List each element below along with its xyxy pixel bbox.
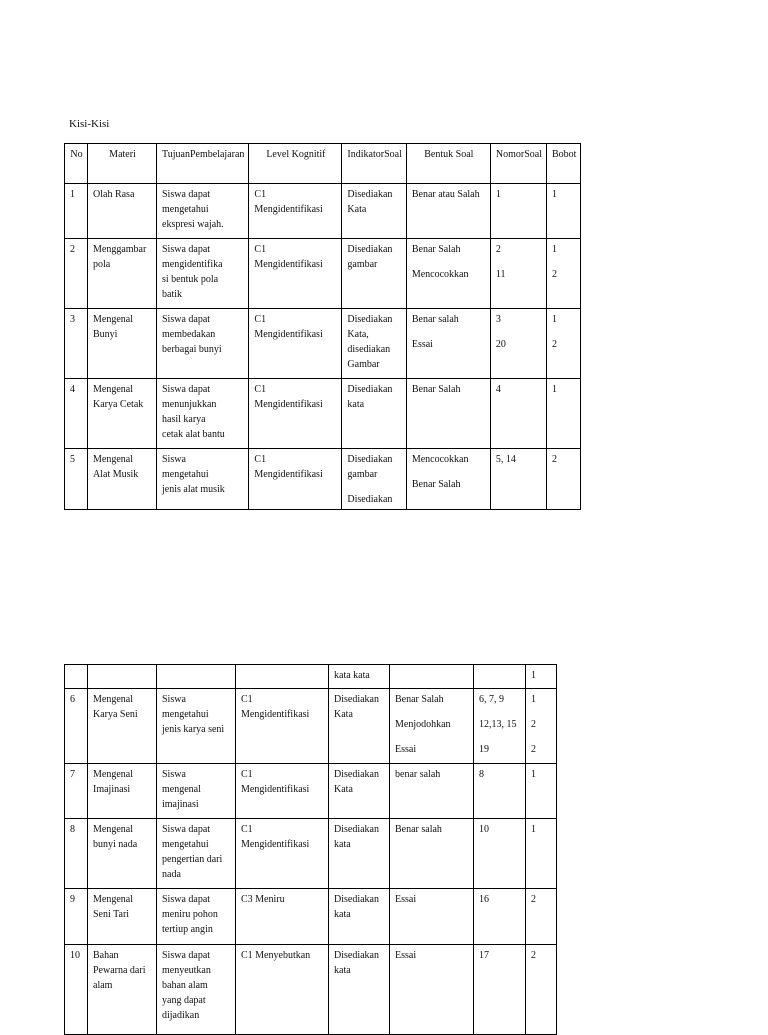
cell-no: [65, 665, 88, 689]
cell-indikator: Disediakan kata: [329, 889, 390, 945]
cell-level: C1 Mengidentifikasi: [249, 379, 342, 449]
cell-level: C1 Mengidentifikasi: [236, 764, 329, 819]
cell-indikator: Disediakan kata: [329, 819, 390, 889]
cell-no: 5: [65, 449, 88, 510]
cell-level: [236, 665, 329, 689]
table-row: [65, 665, 557, 689]
header-tujuan: TujuanPembelajaran: [157, 144, 249, 184]
cell-tujuan: Siswa mengenal imajinasi: [157, 764, 236, 819]
cell-bobot: 1: [526, 764, 557, 819]
cell-bobot: 1: [526, 819, 557, 889]
table-row: [65, 379, 581, 449]
table-row: [65, 889, 557, 945]
cell-no: 3: [65, 309, 88, 379]
cell-indikator: Disediakan Kata: [329, 689, 390, 764]
cell-indikator: Disediakan gambar: [342, 239, 406, 309]
cell-nomor: 6, 7, 9 12,13, 15 19: [474, 689, 526, 764]
cell-indikator: Disediakan Kata: [329, 764, 390, 819]
cell-tujuan: [157, 665, 236, 689]
cell-nomor: 1: [490, 184, 546, 239]
cell-bobot: 1 2: [546, 309, 580, 379]
cell-tujuan: Siswa dapat menyeutkan bahan alam yang dapat dijadikan: [157, 945, 236, 1035]
cell-level: C1 Mengidentifikasi: [236, 689, 329, 764]
cell-nomor: 8: [474, 764, 526, 819]
table-row: [65, 239, 581, 309]
cell-level: C1 Menyebutkan: [236, 945, 329, 1035]
cell-bobot: 2: [546, 449, 580, 510]
cell-tujuan: Siswa mengetahui jenis karya seni: [157, 689, 236, 764]
cell-materi: Mengenal Seni Tari: [88, 889, 157, 945]
cell-indikator: kata kata: [329, 665, 390, 689]
cell-bobot: 1 2: [546, 239, 580, 309]
cell-bentuk: Benar atau Salah: [406, 184, 490, 239]
cell-level: C1 Mengidentifikasi: [236, 819, 329, 889]
cell-bobot: 2: [526, 945, 557, 1035]
cell-bentuk: [390, 665, 474, 689]
table-row: [65, 449, 581, 510]
cell-level: C1 Mengidentifikasi: [249, 239, 342, 309]
cell-tujuan: Siswa dapat meniru pohon tertiup angin: [157, 889, 236, 945]
cell-no: 2: [65, 239, 88, 309]
cell-indikator: Disediakan kata: [342, 379, 406, 449]
table-row: [65, 309, 581, 379]
cell-bobot: 1: [526, 665, 557, 689]
header-materi: Materi: [88, 144, 157, 184]
cell-bentuk: Mencocokkan Benar Salah: [406, 449, 490, 510]
cell-no: 10: [65, 945, 88, 1035]
cell-no: 7: [65, 764, 88, 819]
cell-bentuk: Benar Salah: [406, 379, 490, 449]
cell-no: 1: [65, 184, 88, 239]
table-row: [65, 764, 557, 819]
header-bobot: Bobot: [546, 144, 580, 184]
cell-materi: Bahan Pewarna dari alam: [88, 945, 157, 1035]
cell-bentuk: Benar Salah Menjodohkan Essai: [390, 689, 474, 764]
cell-indikator: Disediakan Kata, disediakan Gambar: [342, 309, 406, 379]
cell-tujuan: Siswa dapat mengetahui pengertian dari nada: [157, 819, 236, 889]
cell-bentuk: Benar salah Essai: [406, 309, 490, 379]
cell-bentuk: benar salah: [390, 764, 474, 819]
cell-materi: Mengenal bunyi nada: [88, 819, 157, 889]
table-row: [65, 819, 557, 889]
cell-bobot: 1: [546, 184, 580, 239]
cell-indikator: Disediakan kata: [329, 945, 390, 1035]
cell-bentuk: Benar Salah Mencocokkan: [406, 239, 490, 309]
cell-level: C3 Meniru: [236, 889, 329, 945]
table-header-row: [65, 144, 581, 184]
header-nomor: NomorSoal: [490, 144, 546, 184]
cell-indikator: Disediakan Kata: [342, 184, 406, 239]
cell-nomor: [474, 665, 526, 689]
cell-bobot: 2: [526, 889, 557, 945]
cell-nomor: 10: [474, 819, 526, 889]
cell-no: 9: [65, 889, 88, 945]
cell-nomor: 2 11: [490, 239, 546, 309]
table-row: [65, 184, 581, 239]
cell-tujuan: Siswa mengetahui jenis alat musik: [157, 449, 249, 510]
cell-materi: Mengenal Karya Cetak: [88, 379, 157, 449]
document-title: Kisi-Kisi: [69, 118, 110, 130]
kisi-kisi-table-page-2: [64, 664, 557, 1035]
header-no: No: [65, 144, 88, 184]
cell-no: 4: [65, 379, 88, 449]
cell-nomor: 16: [474, 889, 526, 945]
cell-tujuan: Siswa dapat menunjukkan hasil karya cetak alat bantu: [157, 379, 249, 449]
cell-no: 8: [65, 819, 88, 889]
cell-indikator: Disediakan gambar Disediakan: [342, 449, 406, 510]
cell-level: C1 Mengidentifikasi: [249, 309, 342, 379]
cell-materi: Mengenal Alat Musik: [88, 449, 157, 510]
cell-materi: Mengenal Karya Seni: [88, 689, 157, 764]
cell-materi: Olah Rasa: [88, 184, 157, 239]
cell-materi: [88, 665, 157, 689]
header-bentuk: Bentuk Soal: [406, 144, 490, 184]
cell-tujuan: Siswa dapat mengetahui ekspresi wajah.: [157, 184, 249, 239]
table-row: [65, 689, 557, 764]
cell-nomor: 17: [474, 945, 526, 1035]
cell-bobot: 1 2 2: [526, 689, 557, 764]
cell-nomor: 4: [490, 379, 546, 449]
cell-materi: Menggambar pola: [88, 239, 157, 309]
header-indikator: IndikatorSoal: [342, 144, 406, 184]
header-level: Level Kognitif: [249, 144, 342, 184]
cell-materi: Mengenal Imajinasi: [88, 764, 157, 819]
cell-tujuan: Siswa dapat mengidentifika si bentuk pola batik: [157, 239, 249, 309]
cell-bentuk: Benar salah: [390, 819, 474, 889]
cell-nomor: 5, 14: [490, 449, 546, 510]
cell-materi: Mengenal Bunyi: [88, 309, 157, 379]
cell-bentuk: Essai: [390, 945, 474, 1035]
cell-bobot: 1: [546, 379, 580, 449]
cell-level: C1 Mengidentifikasi: [249, 184, 342, 239]
kisi-kisi-table-page-1: [64, 143, 581, 510]
cell-bentuk: Essai: [390, 889, 474, 945]
table-row: [65, 945, 557, 1035]
cell-level: C1 Mengidentifikasi: [249, 449, 342, 510]
cell-nomor: 3 20: [490, 309, 546, 379]
cell-tujuan: Siswa dapat membedakan berbagai bunyi: [157, 309, 249, 379]
cell-no: 6: [65, 689, 88, 764]
